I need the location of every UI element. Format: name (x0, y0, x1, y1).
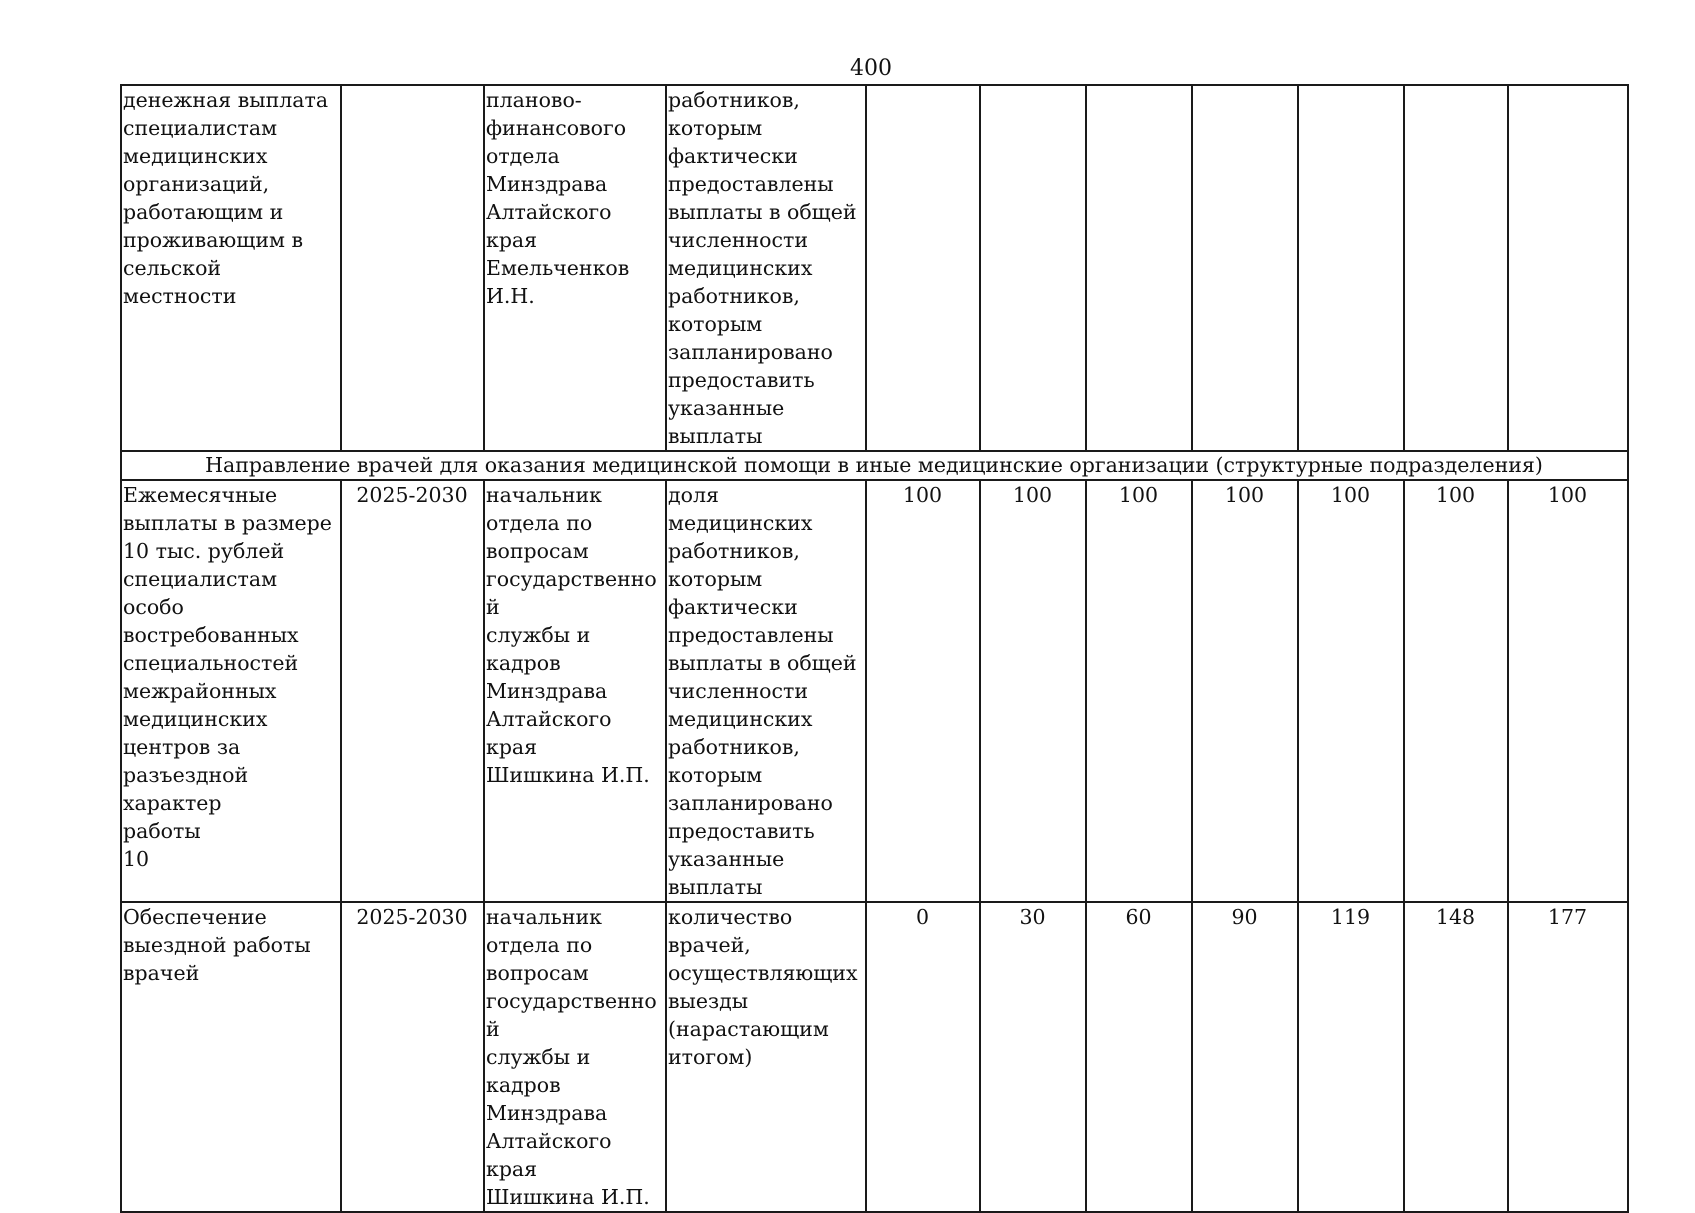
value-cell (980, 85, 1086, 451)
table-row (121, 902, 1628, 1212)
value-cell (1086, 85, 1192, 451)
value-cell: 100 (980, 480, 1086, 902)
period-cell: 2025-2030 (341, 480, 484, 902)
value-cell: 100 (1508, 480, 1628, 902)
value-cell: 0 (866, 902, 980, 1212)
value-cell (1508, 85, 1628, 451)
value-cell: 100 (1298, 480, 1404, 902)
value-cell: 177 (1508, 902, 1628, 1212)
page-number: 400 (850, 56, 892, 81)
indicator-cell: количество врачей, осуществляющих выезды (нарастающим итогом) (666, 902, 866, 1212)
value-cell: 119 (1298, 902, 1404, 1212)
value-cell (1192, 85, 1298, 451)
value-cell (1298, 85, 1404, 451)
value-cell: 100 (1086, 480, 1192, 902)
period-cell: 2025-2030 (341, 902, 484, 1212)
responsible-cell: начальник отдела по вопросам государственной службы и кадров Минздрава Алтайского края Шишкина И.П. (484, 902, 666, 1212)
table-row (121, 480, 1628, 902)
period-cell (341, 85, 484, 451)
value-cell (1404, 85, 1508, 451)
responsible-cell: начальник отдела по вопросам государственной службы и кадров Минздрава Алтайского края Шишкина И.П. (484, 480, 666, 902)
value-cell: 100 (1192, 480, 1298, 902)
value-cell: 100 (1404, 480, 1508, 902)
value-cell: 60 (1086, 902, 1192, 1212)
event-cell: денежная выплата специалистам медицинских организаций, работающим и проживающим в сельской местности (121, 85, 341, 451)
value-cell: 100 (866, 480, 980, 902)
value-cell (866, 85, 980, 451)
responsible-cell: планово- финансового отдела Минздрава Алтайского края Емельченков И.Н. (484, 85, 666, 451)
section-title: Направление врачей для оказания медицинской помощи в иные медицинские организации (структурные подразделения) (121, 451, 1628, 480)
section-row (121, 451, 1628, 480)
event-cell: Обеспечение выездной работы врачей (121, 902, 341, 1212)
table-row (121, 85, 1628, 451)
program-table (120, 84, 1629, 1213)
value-cell: 90 (1192, 902, 1298, 1212)
value-cell: 148 (1404, 902, 1508, 1212)
value-cell: 30 (980, 902, 1086, 1212)
indicator-cell: доля медицинских работников, которым фактически предоставлены выплаты в общей численности медицинских работников, которым запланировано предоставить указанные выплаты (666, 480, 866, 902)
indicator-cell: работников, которым фактически предоставлены выплаты в общей численности медицинских работников, которым запланировано предоставить указанные выплаты (666, 85, 866, 451)
event-cell: Ежемесячные выплаты в размере 10 тыс. рублей специалистам особо востребованных специальностей межрайонных медицинских центров за разъездной характер работы 10 (121, 480, 341, 902)
